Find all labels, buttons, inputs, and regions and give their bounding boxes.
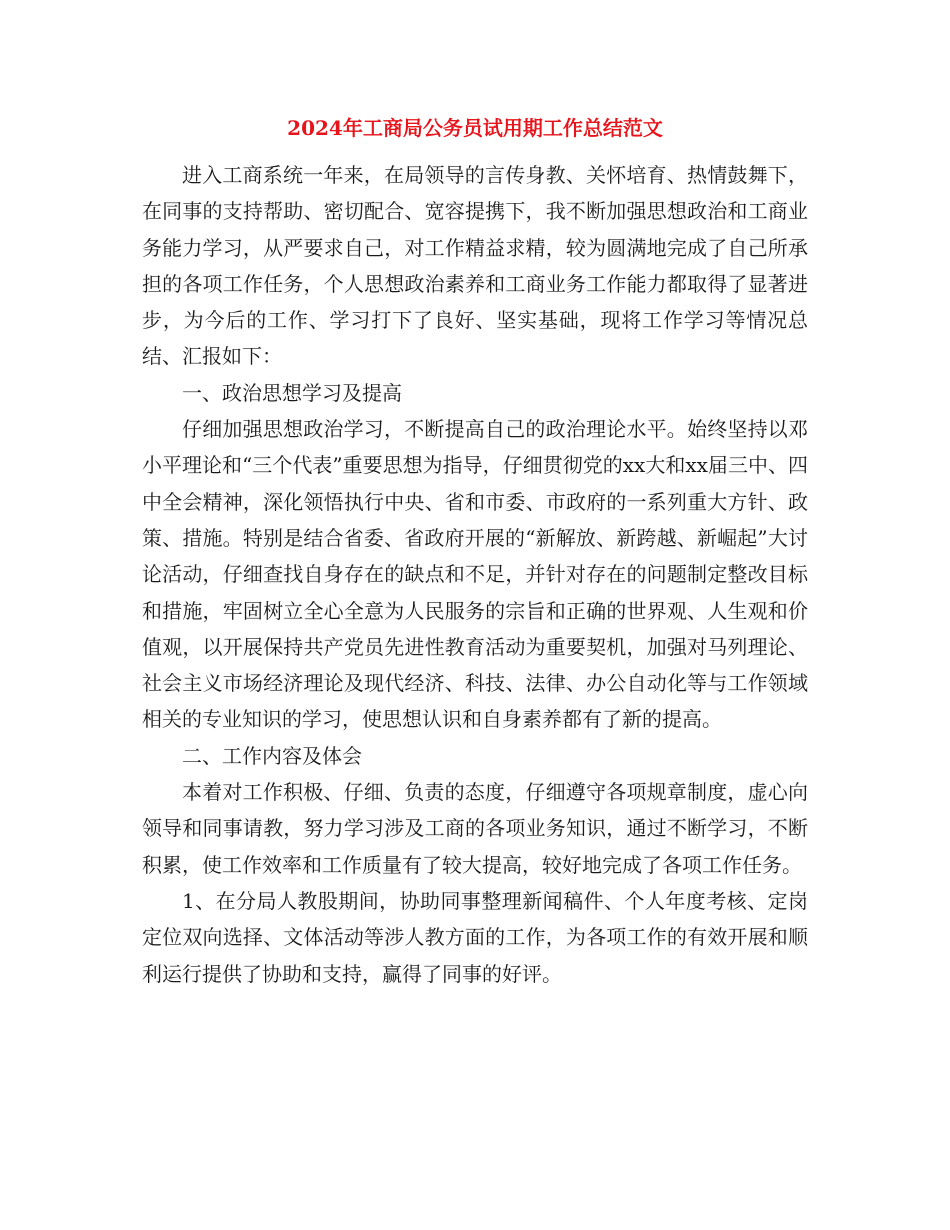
intro-paragraph: 进入工商系统一年来，在局领导的言传身教、关怀培育、热情鼓舞下，在同事的支持帮助、密切配合、宽容提携下，我不断加强思想政治和工商业务能力学习，从严要求自己，对工作精益求精，较为圆满地完成了自己所承担的各项工作任务，个人思想政治素养和工商业务工作能力都取得了显著进步，为今后的工作、学习打下了良好、坚实基础，现将工作学习等情况总结、汇报如下： [142, 163, 808, 369]
work-content-paragraph: 本着对工作积极、仔细、负责的态度，仔细遵守各项规章制度，虚心向领导和同事请教，努力学习涉及工商的各项业务知识，通过不断学习，不断积累，使工作效率和工作质量有了较大提高，较好地完成了各项工作任务。 [142, 780, 808, 877]
political-study-paragraph: 仔细加强思想政治学习，不断提高自己的政治理论水平。始终坚持以邓小平理论和“三个代表”重要思想为指导，仔细贯彻党的xx大和xx届三中、四中全会精神，深化领悟执行中央、省和市委、市政府的一系列重大方针、政策、措施。特别是结合省委、省政府开展的“新解放、新跨越、新崛起”大讨论活动，仔细查找自身存在的缺点和不足，并针对存在的问题制定整改目标和措施，牢固树立全心全意为人民服务的宗旨和正确的世界观、人生观和价值观，以开展保持共产党员先进性教育活动为重要契机，加强对马列理论、社会主义市场经济理论及现代经济、科技、法律、办公自动化等与工作领域相关的专业知识的学习，使思想认识和自身素养都有了新的提高。 [142, 417, 808, 732]
section-heading-work-content: 二、工作内容及体会 [182, 743, 362, 768]
document-title: 2024年工商局公务员试用期工作总结范文 [287, 116, 663, 140]
section-heading-political-study: 一、政治思想学习及提高 [182, 380, 402, 405]
document-body [142, 157, 808, 992]
work-item-1-paragraph: 1、在分局人教股期间，协助同事整理新闻稿件、个人年度考核、定岗定位双向选择、文体活动等涉人教方面的工作，为各项工作的有效开展和顺利运行提供了协助和支持，赢得了同事的好评。 [142, 888, 808, 986]
